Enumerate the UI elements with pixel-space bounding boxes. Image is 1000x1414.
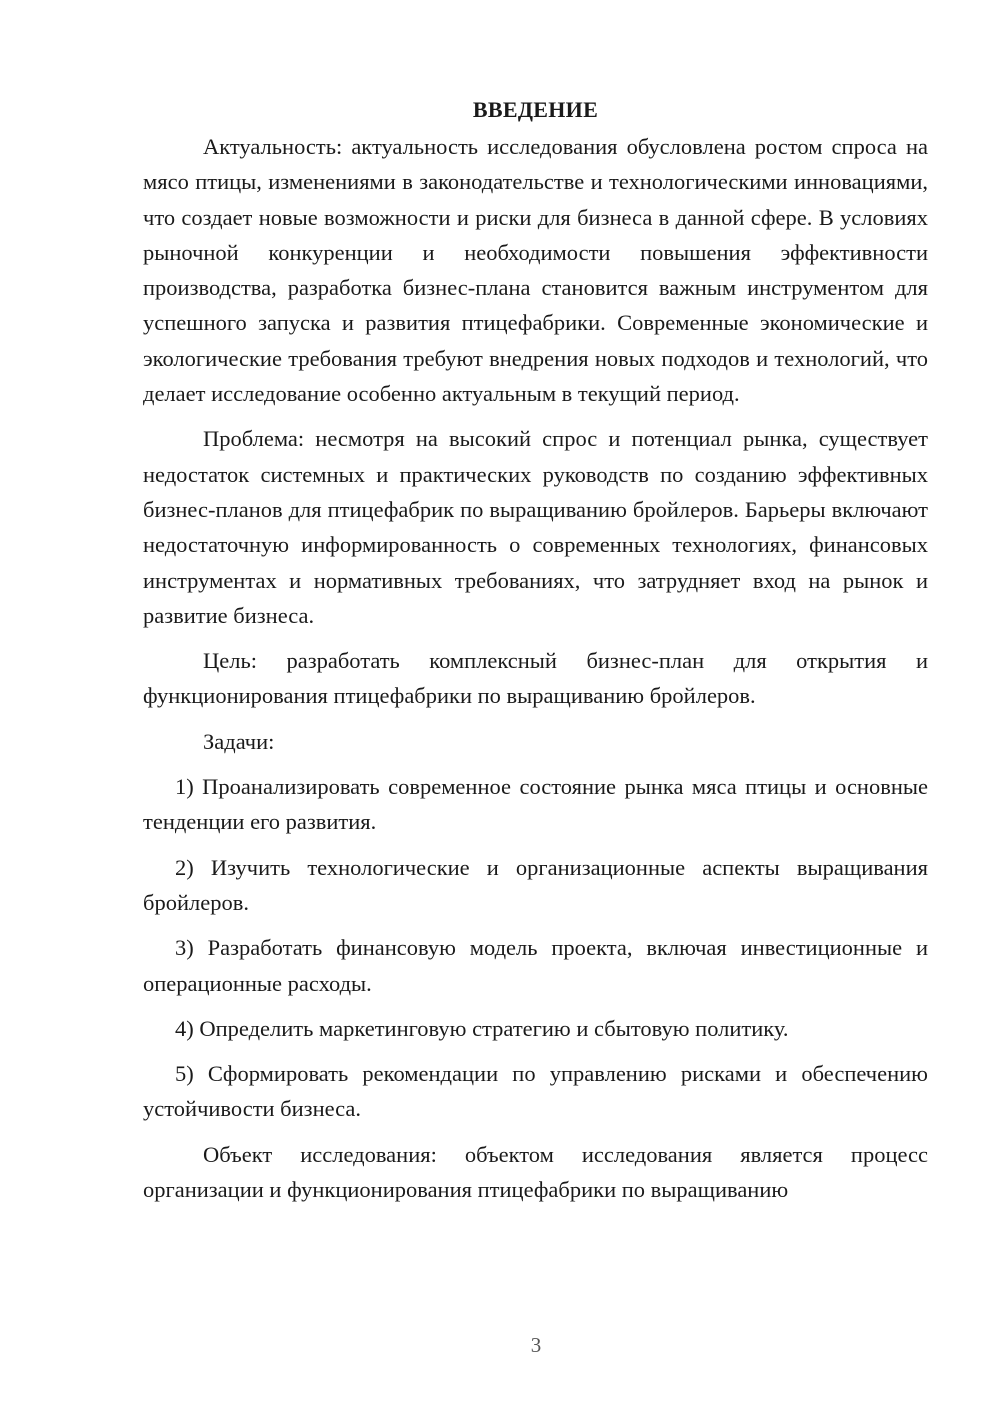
paragraph-tasks-heading: Задачи: (203, 728, 275, 754)
page-number: 3 (530, 1333, 542, 1357)
paragraph-goal: Цель: разработать комплексный бизнес-план для открытия и функционирования птицефабрики по выращиванию бройлеров. (143, 648, 928, 709)
paragraph-object: Объект исследования: объектом исследования является процесс организации и функционирования птицефабрики по выращиванию (143, 1141, 928, 1203)
paragraph-problem: Проблема: несмотря на высокий спрос и потенциал рынка, существует недостаток системных и практических руководств по созданию эффективных бизнес-планов для птицефабрик по выращиванию бройлеров. Барьеры включают недостаточную информированность о современных технологиях, финансовых инструментах и нормативных требованиях, что затрудняет вход на рынок и развитие бизнеса. (143, 426, 928, 628)
task-item: 5) Сформировать рекомендации по управлению рисками и обеспечению устойчивости бизнеса. (143, 1061, 928, 1122)
task-item: 4) Определить маркетинговую стратегию и сбытовую политику. (175, 1015, 789, 1041)
document-page (143, 92, 928, 1207)
task-item: 2) Изучить технологические и организационные аспекты выращивания бройлеров. (143, 854, 928, 915)
section-title: ВВЕДЕНИЕ (472, 97, 599, 122)
paragraph-relevance: Актуальность: актуальность исследования обусловлена ростом спроса на мясо птицы, изменениями в законодательстве и технологическими инновациями, что создает новые возможности и риски для бизнеса в данной сфере. В условиях рыночной конкуренции и необходимости повышения эффективности производства, разработка бизнес-плана становится важным инструментом для успешного запуска и развития птицефабрики. Современные экономические и экологические требования требуют внедрения новых подходов и технологий, что делает исследование особенно актуальным в текущий период. (143, 134, 928, 407)
task-item: 1) Проанализировать современное состояние рынка мяса птицы и основные тенденции его развития. (143, 774, 928, 835)
task-item: 3) Разработать финансовую модель проекта, включая инвестиционные и операционные расходы. (143, 935, 928, 996)
